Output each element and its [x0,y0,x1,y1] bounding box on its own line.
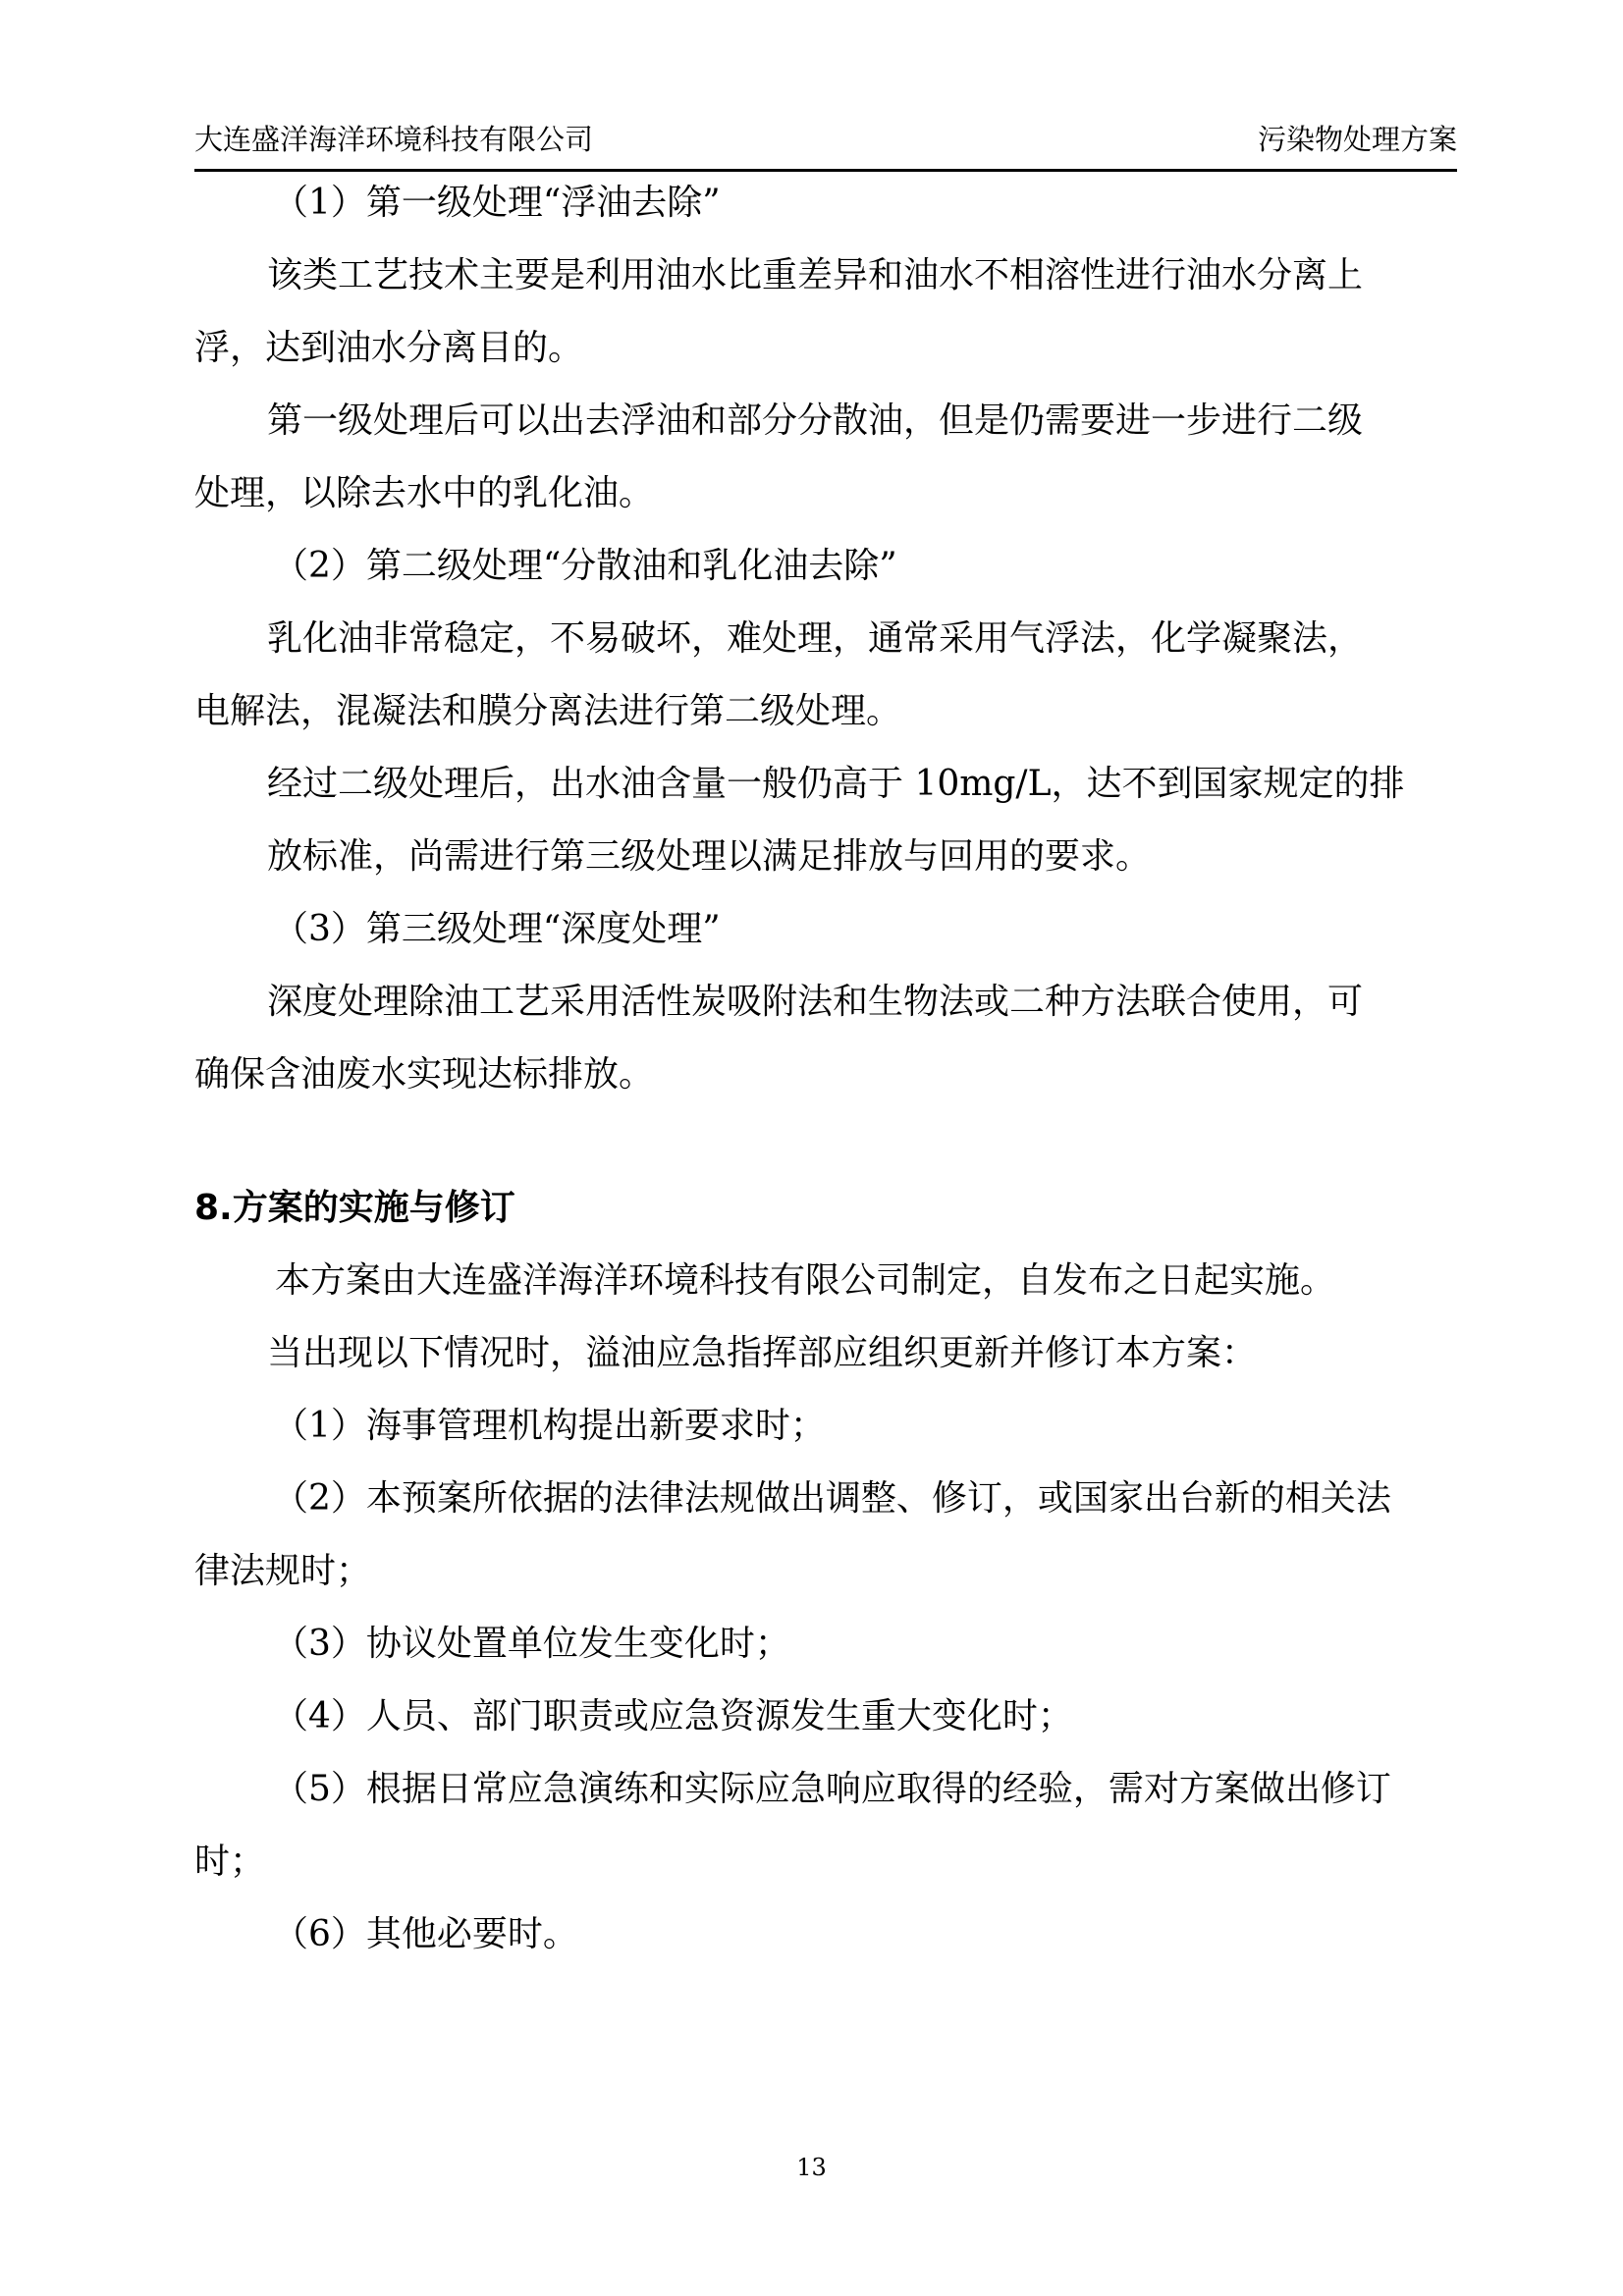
subheading-third-stage: （3）第三级处理“深度处理” [273,909,721,949]
header-company-name: 大连盛洋海洋环境科技有限公司 [194,123,594,156]
paragraph-line: 经过二级处理后，出水油含量一般仍高于 10mg/L，达不到国家规定的排 [267,764,1405,804]
page-body [194,167,1461,1971]
list-item: （6）其他必要时。 [273,1914,578,1954]
header-document-title: 污染物处理方案 [1257,123,1457,156]
list-item: （3）协议处置单位发生变化时； [273,1624,790,1664]
subheading-first-stage: （1）第一级处理“浮油去除” [273,183,721,223]
subheading-second-stage: （2）第二级处理“分散油和乳化油去除” [273,546,897,586]
list-item: （1）海事管理机构提出新要求时； [273,1406,826,1446]
paragraph-line: 确保含油废水实现达标排放。 [194,1054,655,1095]
list-item: （2）本预案所依据的法律法规做出调整、修订，或国家出台新的相关法 [273,1478,1391,1519]
list-item: （5）根据日常应急演练和实际应急响应取得的经验，需对方案做出修订 [273,1769,1391,1809]
list-item: （4）人员、部门职责或应急资源发生重大变化时； [273,1696,1073,1736]
paragraph-line: 本方案由大连盛洋海洋环境科技有限公司制定，自发布之日起实施。 [275,1260,1336,1301]
list-item-continuation: 律法规时； [194,1551,372,1591]
paragraph-line: 第一级处理后可以出去浮油和部分分散油，但是仍需要进一步进行二级 [267,400,1364,441]
section-heading: 8.方案的实施与修订 [194,1188,515,1228]
page-number: 13 [796,2154,827,2181]
paragraph-line: 放标准，尚需进行第三级处理以满足排放与回用的要求。 [267,836,1152,877]
paragraph-line: 乳化油非常稳定，不易破坏，难处理，通常采用气浮法，化学凝聚法， [267,618,1364,659]
list-item-continuation: 时； [194,1842,266,1882]
paragraph-line: 该类工艺技术主要是利用油水比重差异和油水不相溶性进行油水分离上 [267,255,1364,295]
paragraph-line: 深度处理除油工艺采用活性炭吸附法和生物法或二种方法联合使用，可 [267,982,1364,1022]
paragraph-line: 电解法，混凝法和膜分离法进行第二级处理。 [194,691,902,731]
paragraph-line: 浮，达到油水分离目的。 [194,328,584,368]
paragraph-line: 当出现以下情况时，溢油应急指挥部应组织更新并修订本方案： [267,1333,1258,1373]
paragraph-line: 处理，以除去水中的乳化油。 [194,473,655,513]
page-header [194,110,1457,172]
